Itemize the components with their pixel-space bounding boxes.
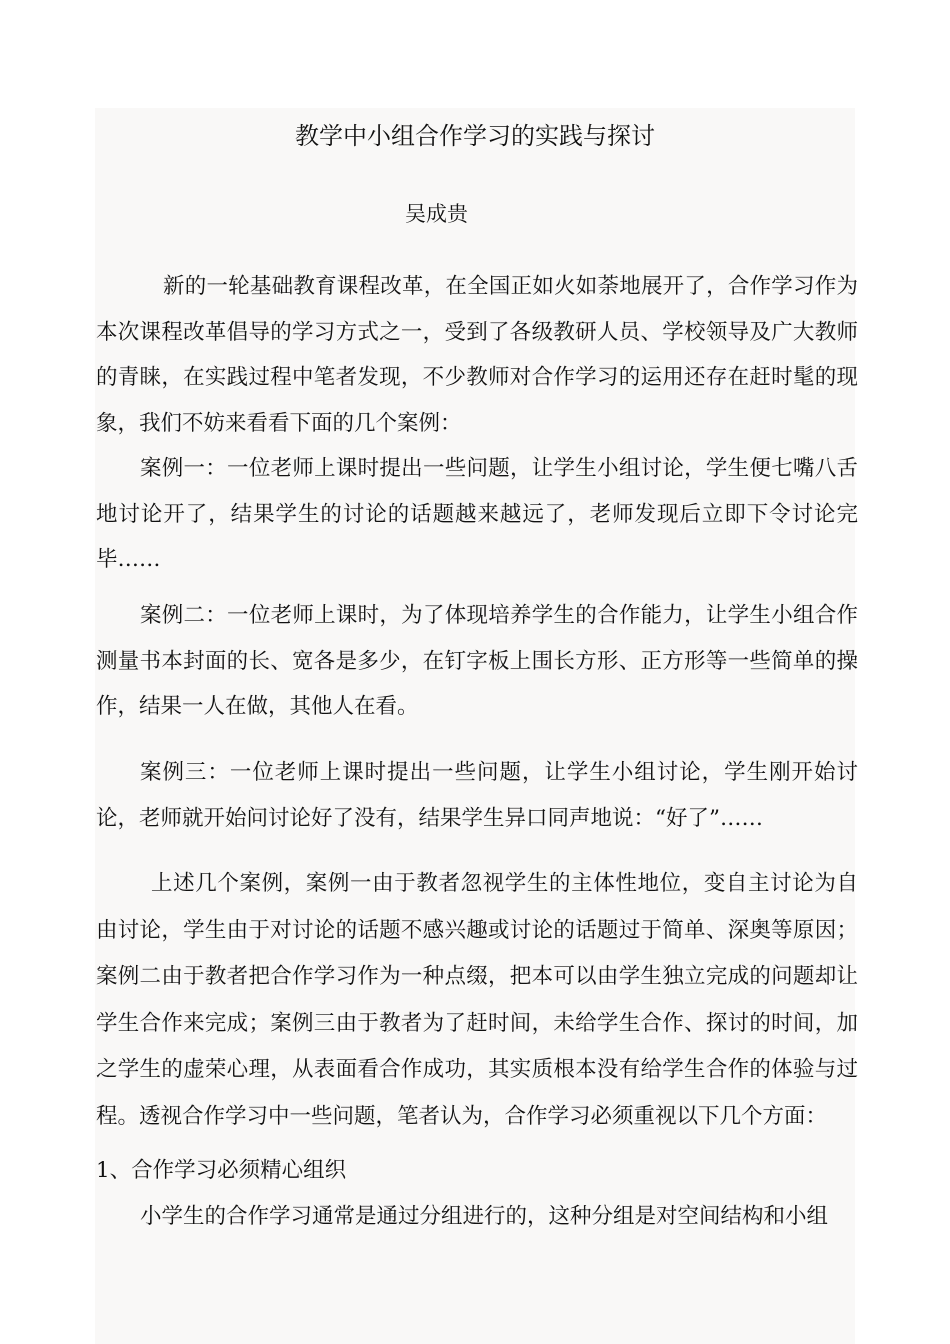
section-one-heading: 1、合作学习必须精心组织 [96, 1158, 347, 1183]
document-title: 教学中小组合作学习的实践与探讨 [295, 122, 655, 150]
case-one-paragraph: 案例一：一位老师上课时提出一些问题，让学生小组讨论，学生便七嘴八舌地讨论开了，结果学生的讨论的话题越来越远了，老师发现后立即下令讨论完毕…… [96, 456, 858, 572]
case-two-paragraph: 案例二：一位老师上课时，为了体现培养学生的合作能力，让学生小组合作测量书本封面的长、宽各是多少，在钉字板上围长方形、正方形等一些简单的操作，结果一人在做，其他人在看。 [96, 603, 858, 719]
case-three-paragraph: 案例三：一位老师上课时提出一些问题，让学生小组讨论，学生刚开始讨论，老师就开始问讨论好了没有，结果学生异口同声地说：“好了”…… [96, 760, 858, 831]
author-name: 吴成贵 [405, 202, 468, 226]
intro-paragraph: 新的一轮基础教育课程改革，在全国正如火如荼地展开了，合作学习作为本次课程改革倡导的学习方式之一，受到了各级教研人员、学校领导及广大教师的青睐，在实践过程中笔者发现，不少教师对合作学习的运用还存在赶时髦的现象，我们不妨来看看下面的几个案例： [96, 274, 858, 436]
analysis-paragraph: 上述几个案例，案例一由于教者忽视学生的主体性地位，变自主讨论为自由讨论，学生由于对讨论的话题不感兴趣或讨论的话题过于简单、深奥等原因；案例二由于教者把合作学习作为一种点缀，把本可以由学生独立完成的问题却让学生合作来完成；案例三由于教者为了赶时间，未给学生合作、探讨的时间，加之学生的虚荣心理，从表面看合作成功，其实质根本没有给学生合作的体验与过程。透视合作学习中一些问题，笔者认为，合作学习必须重视以下几个方面： [96, 871, 858, 1129]
section-one-paragraph: 小学生的合作学习通常是通过分组进行的，这种分组是对空间结构和小组 [140, 1204, 829, 1229]
